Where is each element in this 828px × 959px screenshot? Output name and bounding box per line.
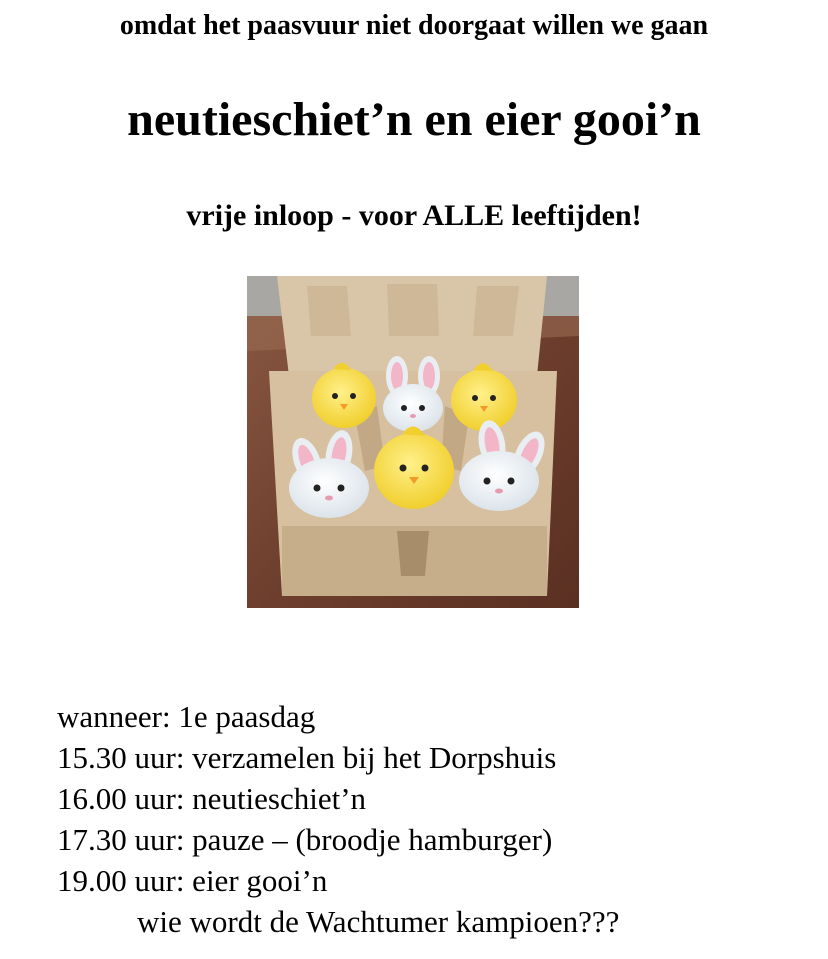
admission-subline: vrije inloop - voor ALLE leeftijden! (186, 199, 642, 232)
easter-cookies-photo (247, 276, 579, 608)
event-headline: neutieschiet’n en eier gooi’n (127, 93, 701, 146)
schedule (57, 696, 817, 942)
schedule-line: wanneer: 1e paasdag (57, 699, 316, 734)
schedule-line: 16.00 uur: neutieschiet’n (57, 781, 367, 816)
schedule-line: 15.30 uur: verzamelen bij het Dorpshuis (57, 740, 557, 775)
intro-text: omdat het paasvuur niet doorgaat willen we gaan (119, 10, 709, 41)
schedule-line: 19.00 uur: eier gooi’n (57, 863, 328, 898)
schedule-line: 17.30 uur: pauze – (broodje hamburger) (57, 822, 553, 857)
closing-question: wie wordt de Wachtumer kampioen??? (137, 904, 620, 939)
easter-cookies-in-egg-carton-icon (247, 276, 579, 608)
